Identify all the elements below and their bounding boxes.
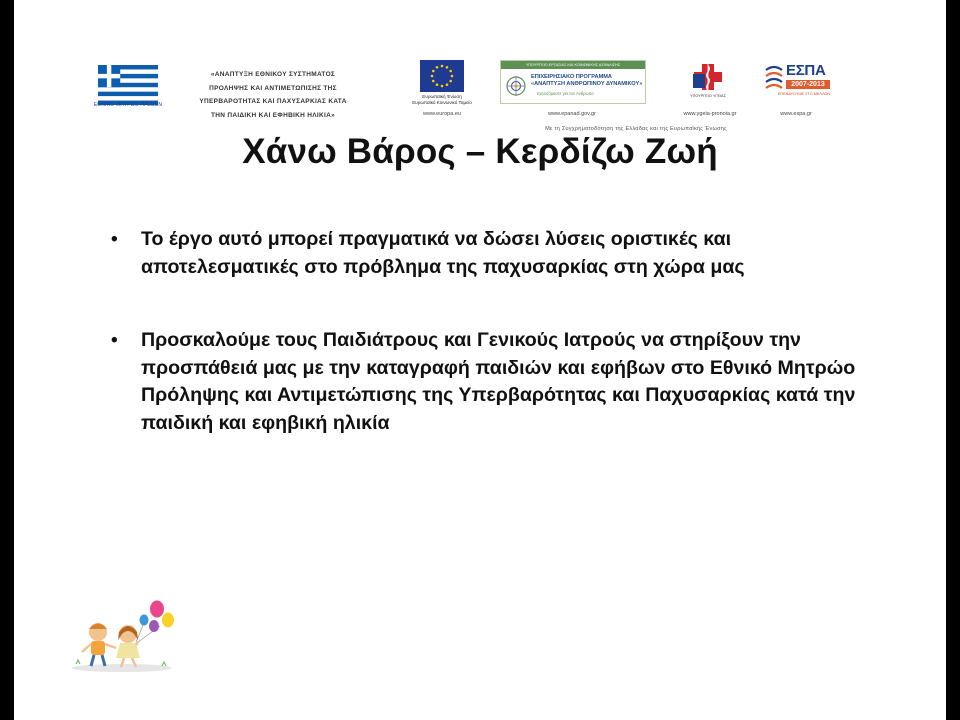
bullet-list xyxy=(106,226,866,437)
op-line-1: ΕΠΙΧΕΙΡΗΣΙΑΚΟ ΠΡΟΓΡΑΜΜΑ xyxy=(531,74,612,80)
espa-emblem-icon xyxy=(764,64,784,90)
espa-wordmark: ΕΣΠΑ xyxy=(786,62,826,79)
flag-caption: ΕΘΝΙΚΟ ΜΗΤΡΩΟ ΠΑΙΔΙΩΝ xyxy=(93,102,163,108)
bullet-item xyxy=(106,226,866,281)
greek-flag-icon xyxy=(90,65,166,105)
registry-title-line: ΠΡΟΛΗΨΗΣ ΚΑΙ ΑΝΤΙΜΕΤΩΠΙΣΗΣ ΤΗΣ xyxy=(209,84,337,92)
operational-programme-logo xyxy=(500,60,646,104)
bullet-text: Προσκαλούμε τους Παιδιάτρους και Γενικούς Ιατρούς να στηρίξουν την προσπάθειά μας με την καταγραφή παιδιών και εφήβων στο Εθνικό Μητρώο Πρόληψης και Αντιμετώπισης της Υπερβαρότητας και Παχυσαρκίας κατά την παιδική και εφηβική ηλικία xyxy=(141,329,856,434)
health-url-text: www.ygeia-pronoia.gr xyxy=(683,111,737,117)
op-line-3: Εργαζόμαστε για τον Άνθρωπο xyxy=(537,91,594,96)
op-line-2: «ΑΝΑΠΤΥΞΗ ΑΝΘΡΩΠΙΝΟΥ ΔΥΝΑΜΙΚΟΥ» xyxy=(531,81,643,87)
cofinance-note: Με τη Συγχρηματοδότηση της Ελλάδας και της Ευρωπαϊκής Ένωσης xyxy=(545,126,727,132)
bullet-marker: • xyxy=(111,229,118,250)
epanad-emblem-icon xyxy=(505,73,527,99)
op-url-text: www.epanad.gov.gr xyxy=(548,111,596,117)
eu-flag-icon xyxy=(420,60,464,92)
bullet-marker: • xyxy=(111,330,118,351)
registry-title xyxy=(184,68,362,122)
espa-years: 2007-2013 xyxy=(786,80,830,89)
presentation-slide xyxy=(14,0,946,720)
registry-title-line: «ΑΝΑΠΤΥΞΗ ΕΘΝΙΚΟΥ ΣΥΣΤΗΜΑΤΟΣ xyxy=(210,71,336,78)
eu-url-text: www.europa.eu xyxy=(423,111,461,117)
registry-title-line: ΥΠΕΡΒΑΡΟΤΗΤΑΣ ΚΑΙ ΠΑΧΥΣΑΡΚΙΑΣ ΚΑΤΑ xyxy=(199,98,347,105)
eu-caption-line: Ευρωπαϊκή Ένωση xyxy=(422,94,462,99)
health-caption: ΥΠΟΥΡΓΕΙΟ ΥΓΕΙΑΣ xyxy=(690,94,726,98)
kids-balloons-illustration xyxy=(58,598,180,674)
registry-title-line: ΤΗΝ ΠΑΙΔΙΚΗ ΚΑΙ ΕΦΗΒΙΚΗ ΗΛΙΚΙΑ» xyxy=(210,111,336,119)
slide-title: Χάνω Βάρος – Κερδίζω Ζωή xyxy=(242,132,718,171)
op-ministry-banner: ΥΠΟΥΡΓΕΙΟ ΕΡΓΑΣΙΑΣ ΚΑΙ ΚΟΙΝΩΝΙΚΗΣ ΑΣΦΑΛΙΣΗΣ xyxy=(501,61,645,69)
bullet-text: Το έργο αυτό μπορεί πραγματικά να δώσει λύσεις οριστικές και αποτελεσματικές στο πρόβλημα της παχυσαρκίας στη χώρα μας xyxy=(141,228,745,278)
espa-slogan: ΕΠΕΝΔΥΟΥΜΕ ΣΤΟ ΜΕΛΛΟΝ xyxy=(777,92,831,96)
eu-caption xyxy=(412,94,472,105)
health-ministry-icon xyxy=(690,62,726,92)
bullet-item xyxy=(106,327,866,437)
eu-caption-line: Ευρωπαϊκό Κοινωνικό Ταμείο xyxy=(412,99,472,105)
espa-url-text: www.espa.gr xyxy=(780,111,812,117)
